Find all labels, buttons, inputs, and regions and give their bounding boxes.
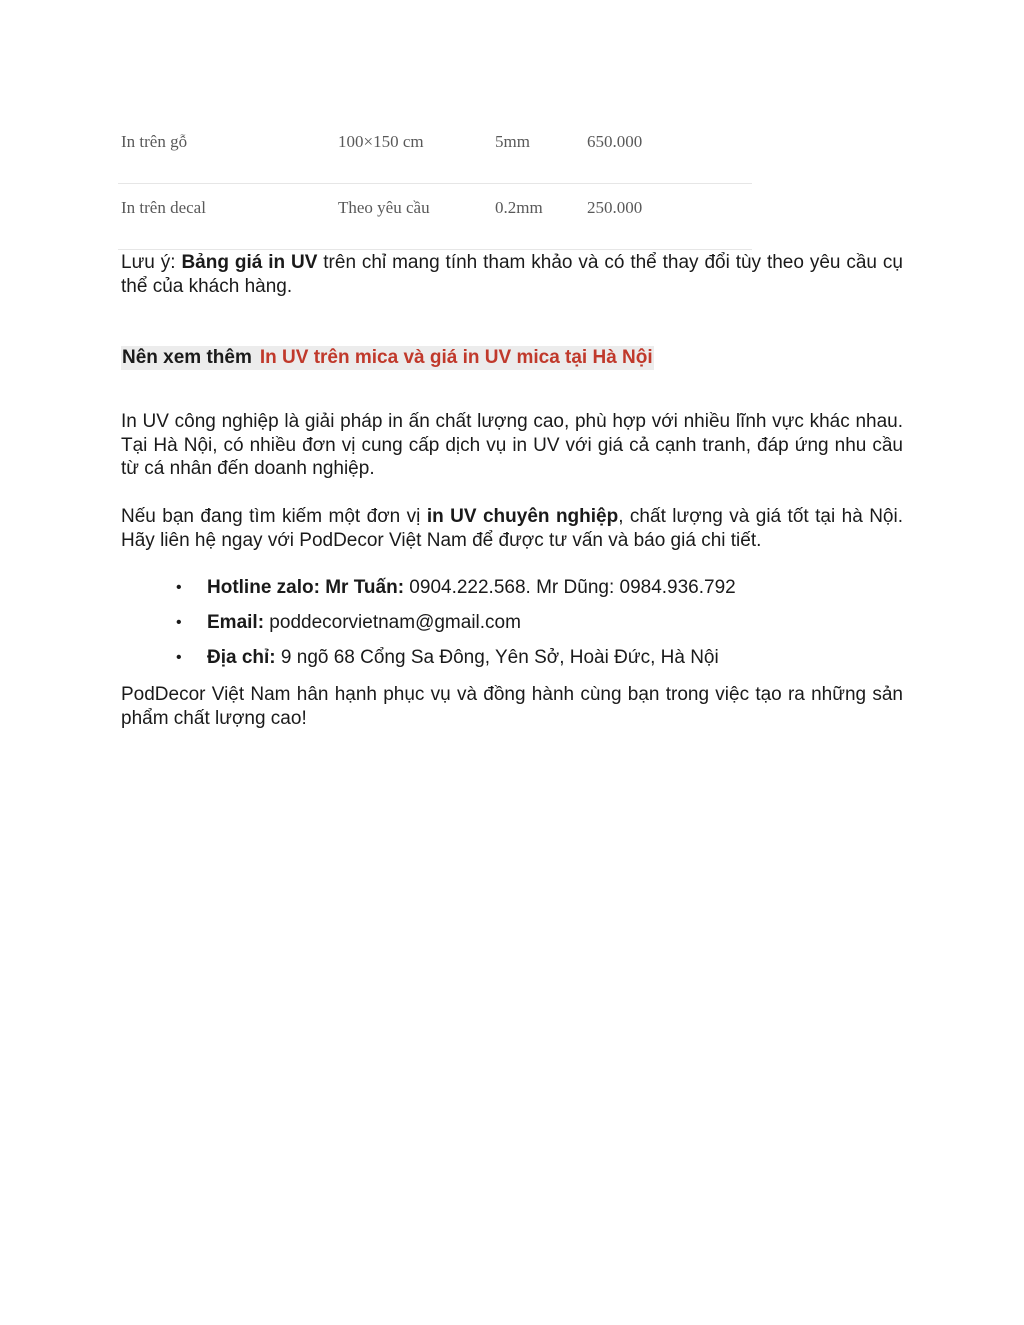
closing-paragraph: PodDecor Việt Nam hân hạnh phục vụ và đồng hành cùng bạn trong việc tạo ra những sản phẩm chất lượng cao! — [121, 684, 903, 729]
table-row — [118, 184, 752, 250]
note-prefix: Lưu ý: — [121, 252, 182, 273]
list-item — [121, 576, 736, 611]
contact-value: poddecorvietnam@gmail.com — [264, 612, 521, 633]
see-also-link[interactable]: In UV trên mica và giá in UV mica tại Hà Nội — [259, 347, 653, 368]
price-table — [118, 118, 752, 250]
note-paragraph — [121, 251, 903, 298]
contact-label: Hotline zalo: Mr Tuấn: — [207, 577, 405, 598]
list-item — [121, 646, 736, 681]
contact-label: Email: — [207, 612, 265, 633]
contact-bold: in UV chuyên nghiệp — [426, 506, 619, 527]
intro-paragraph: In UV công nghiệp là giải pháp in ấn chất lượng cao, phù hợp với nhiều lĩnh vực khác nhau. Tại Hà Nội, có nhiều đơn vị cung cấp dịch vụ in UV với giá cả cạnh tranh, đáp ứng nhu cầu từ cá nhân đến doanh nghiệp. — [121, 411, 903, 479]
bullet-icon: • — [176, 649, 182, 666]
product-name: In trên decal — [121, 198, 206, 217]
contact-paragraph — [121, 505, 903, 552]
contact-prefix: Nếu bạn đang tìm kiếm một đơn vị — [121, 506, 427, 527]
see-also-lead: Nên xem thêm — [122, 347, 252, 368]
note-suffix: trên chỉ mang tính tham khảo và có thể thay đổi tùy theo yêu cầu cụ thể của khách hàng. — [121, 252, 903, 297]
product-thickness: 0.2mm — [495, 198, 543, 217]
contact-value: 9 ngõ 68 Cổng Sa Đông, Yên Sở, Hoài Đức, Hà Nội — [275, 647, 719, 668]
list-item — [121, 611, 736, 646]
table-row — [118, 118, 752, 184]
product-size: 100×150 cm — [338, 132, 424, 151]
contact-list — [121, 576, 736, 681]
note-bold: Bảng giá in UV — [181, 252, 318, 273]
contact-label: Địa chỉ: — [207, 647, 276, 668]
product-name: In trên gỗ — [121, 132, 188, 151]
product-size: Theo yêu cầu — [338, 198, 430, 217]
contact-value: 0904.222.568. Mr Dũng: 0984.936.792 — [404, 577, 736, 598]
product-price: 650.000 — [587, 132, 643, 151]
contact-suffix: , chất lượng và giá tốt tại hà Nội. Hãy liên hệ ngay với PodDecor Việt Nam để được tư vấn và báo giá chi tiết. — [121, 506, 903, 551]
bullet-icon: • — [176, 579, 182, 596]
see-also-banner — [121, 346, 654, 370]
product-price: 250.000 — [587, 198, 643, 217]
bullet-icon: • — [176, 614, 182, 631]
product-thickness: 5mm — [495, 132, 530, 151]
